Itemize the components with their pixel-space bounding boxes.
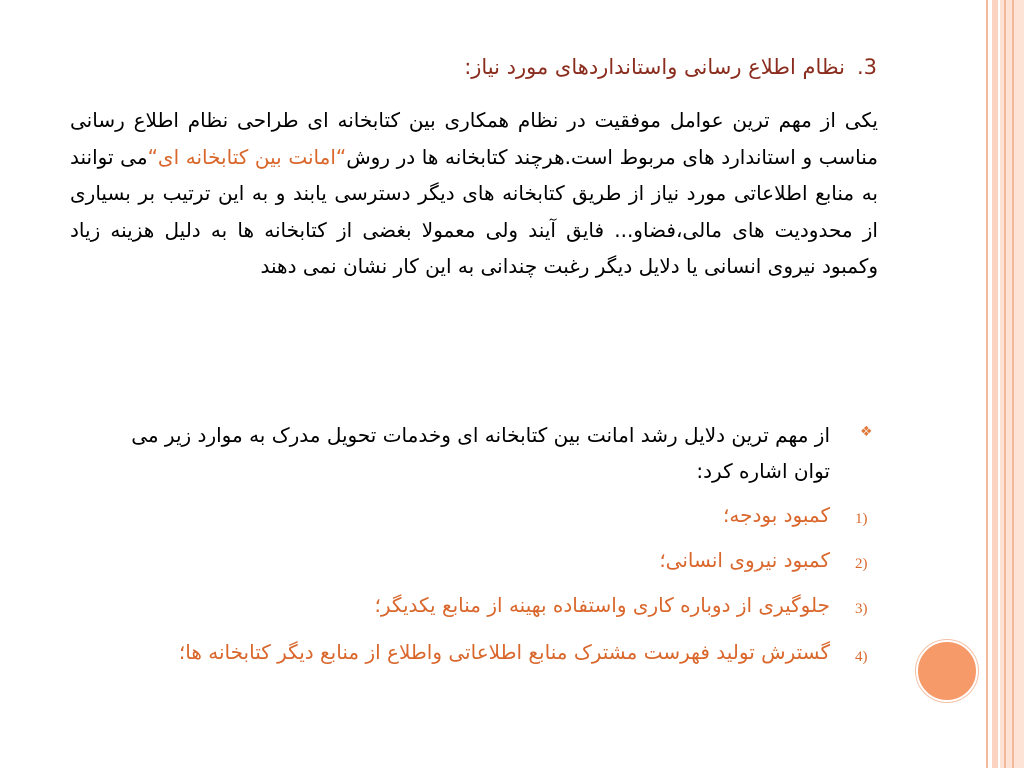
decorative-stripe-line-2 <box>992 0 998 768</box>
paragraph-text-after: می توانند به منابع اطلاعاتی مورد نیاز از طریق کتابخانه های دیگر دسترسی یابند و به این ترتیب بر بسیاری از محدودیت های مالی،فضاو... فایق آیند ولی معمولا بغضی از کتابخانه ها به دلیل هزینه زیاد وکمبود نیروی انسانی یا دلایل دیگر رغبت چندانی به این کار نشان نمی دهند <box>70 144 878 278</box>
paragraph-text-before: یکی از مهم ترین عوامل موفقیت در نظام همکاری بین کتابخانه ای طراحی نظام اطلاع رسانی مناسب و استاندارد های مربوط است.هرچند کتابخانه ها در روش <box>70 108 878 169</box>
heading-number: 3. <box>856 55 877 79</box>
list-item-number-2: 2) <box>855 556 868 572</box>
list-item-2: کمبود نیروی انسانی؛ <box>659 548 830 572</box>
decorative-stripe-line-3 <box>1004 0 1006 768</box>
decorative-stripe-line-1 <box>986 0 988 768</box>
list-item-4: گسترش تولید فهرست مشترک منابع اطلاعاتی واطلاع از منابع دیگر کتابخانه ها؛ <box>178 640 830 664</box>
diamond-bullet-icon: ❖ <box>860 424 873 440</box>
list-item-number-3: 3) <box>855 601 868 617</box>
list-item-number-1: 1) <box>855 511 868 527</box>
list-item-1: کمبود بودجه؛ <box>723 503 830 527</box>
heading-text: نظام اطلاع رسانی واستانداردهای مورد نیاز: <box>464 55 845 79</box>
decorative-stripe-line-4 <box>1012 0 1014 768</box>
decorative-circle <box>916 640 978 702</box>
main-paragraph <box>70 102 878 285</box>
bullet-text: از مهم ترین دلایل رشد امانت بین کتابخانه ای وخدمات تحویل مدرک به موارد زیر می توان اشاره کرد: <box>131 423 830 483</box>
paragraph-highlight: “امانت بین کتابخانه ای“ <box>147 144 347 169</box>
list-item-3: جلوگیری از دوباره کاری واستفاده بهینه از منابع یکدیگر؛ <box>374 593 830 617</box>
slide-heading <box>300 52 877 82</box>
list-item-number-4: 4) <box>855 649 868 665</box>
